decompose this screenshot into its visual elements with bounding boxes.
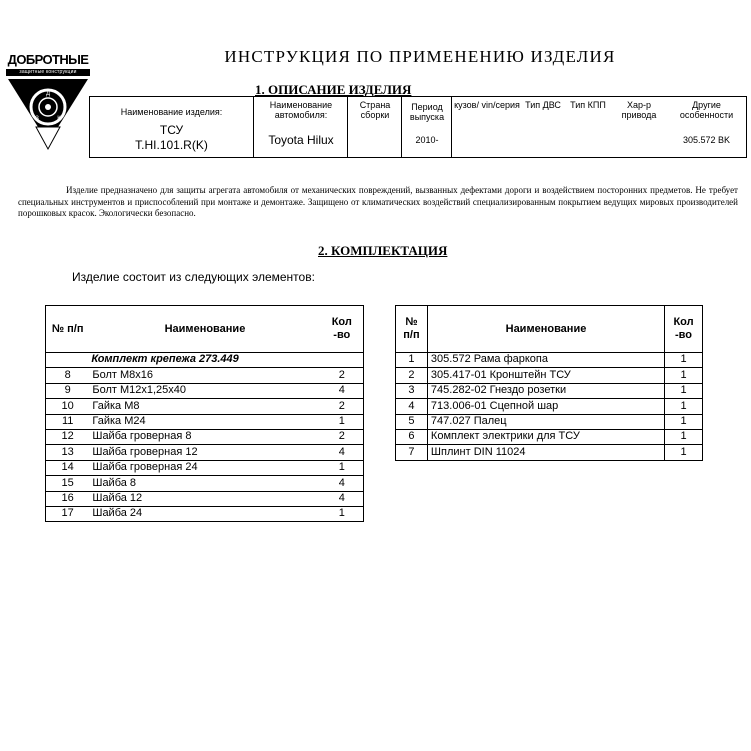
col-car [253, 97, 348, 157]
header-engine: Тип ДВС [525, 100, 561, 110]
col-header-name: Наименование [89, 306, 320, 353]
row-num: 17 [46, 506, 90, 521]
section2-title: 2. КОМПЛЕКТАЦИЯ [318, 243, 448, 258]
row-qty: 1 [665, 414, 703, 429]
row-qty: 1 [665, 445, 703, 460]
table-row [46, 429, 364, 444]
row-qty: 4 [321, 476, 364, 491]
row-num: 4 [396, 399, 428, 414]
header-period: Период выпуска [409, 102, 445, 122]
value-car: Toyota Hilux [268, 133, 334, 147]
table-row [396, 429, 703, 444]
row-name: Шайба 12 [89, 491, 320, 506]
table-row [396, 414, 703, 429]
header-other: Другие особенности [679, 100, 734, 120]
row-qty: 1 [321, 414, 364, 429]
section1-title: 1. ОПИСАНИЕ ИЗДЕЛИЯ [255, 82, 412, 97]
row-name: Гайка М24 [89, 414, 320, 429]
row-num: 15 [46, 476, 90, 491]
row-qty: 1 [665, 399, 703, 414]
table-row [46, 491, 364, 506]
table-row [46, 399, 364, 414]
table-row [46, 445, 364, 460]
value-other: 305.572 BK [682, 135, 731, 145]
row-name: 713.006-01 Сцепной шар [427, 399, 664, 414]
row-num: 9 [46, 383, 90, 398]
header-car: Наименование автомобиля: [269, 100, 333, 120]
table-row [396, 445, 703, 460]
brand-logo [6, 52, 90, 152]
row-num: 7 [396, 445, 428, 460]
row-name: Болт М12х1,25х40 [89, 383, 320, 398]
row-qty: 1 [321, 506, 364, 521]
row-qty: 2 [321, 368, 364, 383]
kit-subheader-row [46, 353, 364, 368]
kit-subheader: Комплект крепежа 273.449 [89, 353, 363, 368]
row-name: Шайба 24 [89, 506, 320, 521]
row-qty: 4 [321, 445, 364, 460]
logo-emblem-icon [6, 77, 90, 152]
logo-name: ДОБРОТНЫЕ [7, 52, 89, 67]
col-header-num: № п/п [396, 306, 428, 353]
row-num: 16 [46, 491, 90, 506]
value-period: 2010- [415, 135, 439, 145]
row-qty: 1 [665, 383, 703, 398]
row-num: 3 [396, 383, 428, 398]
kit-table-fasteners [45, 305, 364, 522]
table-row [396, 353, 703, 368]
col-header-name: Наименование [427, 306, 664, 353]
value-product-type: ТСУ [159, 123, 184, 137]
col-period [401, 97, 452, 157]
col-header-num: № п/п [46, 306, 90, 353]
table-row [396, 368, 703, 383]
row-num: 10 [46, 399, 90, 414]
col-engine [521, 97, 565, 157]
emblem-letter-top: Д [45, 91, 51, 97]
page-title: ИНСТРУКЦИЯ ПО ПРИМЕНЕНИЮ ИЗДЕЛИЯ [224, 47, 616, 66]
col-body [451, 97, 522, 157]
row-name: 747.027 Палец [427, 414, 664, 429]
col-drive [611, 97, 667, 157]
row-name: Шайба гроверная 12 [89, 445, 320, 460]
row-qty: 1 [665, 368, 703, 383]
row-name: Комплект электрики для ТСУ [427, 429, 664, 444]
emblem-letter-right: К [57, 116, 61, 122]
table-row [46, 476, 364, 491]
row-num: 1 [396, 353, 428, 368]
emblem-letter-left: З [35, 116, 39, 122]
table-row [46, 368, 364, 383]
header-gearbox: Тип КПП [570, 100, 606, 110]
row-qty: 1 [665, 429, 703, 444]
col-header-qty: Кол -во [321, 306, 364, 353]
col-country [347, 97, 402, 157]
row-qty: 1 [665, 353, 703, 368]
header-body: кузов/ vin/серия [454, 100, 520, 110]
table-row [46, 506, 364, 521]
row-name: Болт М8х16 [89, 368, 320, 383]
table-row [46, 460, 364, 475]
header-country: Страна сборки [359, 100, 391, 120]
row-name: Шайба гроверная 24 [89, 460, 320, 475]
logo-tagline: защитные конструкции [6, 69, 90, 76]
row-num: 6 [396, 429, 428, 444]
col-gearbox [565, 97, 611, 157]
kit-table-main-parts-body [396, 353, 703, 461]
row-num: 8 [46, 368, 90, 383]
table-row [46, 383, 364, 398]
row-name: Шплинт DIN 11024 [427, 445, 664, 460]
row-name: 745.282-02 Гнездо розетки [427, 383, 664, 398]
value-product-name [90, 123, 253, 153]
kit-table-main-parts [395, 305, 703, 461]
row-name: Гайка М8 [89, 399, 320, 414]
table-row [46, 414, 364, 429]
col-header-qty: Кол -во [665, 306, 703, 353]
product-description-table [89, 96, 747, 158]
row-name: 305.417-01 Кронштейн ТСУ [427, 368, 664, 383]
table-header-row [396, 306, 703, 353]
description-paragraph: Изделие предназначено для защиты агрегата автомобиля от механических повреждений, вызванных дефектами дороги и воздействием посторонних предметов. Не требует специальных инструментов и приспособлений при монтаже и демонтаже. Защищено от климатических воздействий специализированным покрытием ведущих мировых производителей порошковых красок. Экологически безопасно. [18, 185, 738, 218]
row-qty: 4 [321, 491, 364, 506]
col-product-name [90, 97, 253, 157]
row-qty: 2 [321, 399, 364, 414]
row-qty: 1 [321, 460, 364, 475]
row-name: Шайба 8 [89, 476, 320, 491]
table-header-row [46, 306, 364, 353]
kit-intro-text: Изделие состоит из следующих элементов: [72, 270, 315, 284]
row-num: 14 [46, 460, 90, 475]
row-num: 11 [46, 414, 90, 429]
header-drive: Хар-р привода [621, 100, 657, 120]
header-product-name: Наименование изделия: [120, 107, 223, 117]
row-num: 13 [46, 445, 90, 460]
row-num: 12 [46, 429, 90, 444]
col-other [667, 97, 746, 157]
value-product-code: T.HI.101.R(K) [135, 138, 208, 152]
row-num: 2 [396, 368, 428, 383]
row-num: 5 [396, 414, 428, 429]
kit-table-fasteners-body [46, 368, 364, 522]
row-qty: 4 [321, 383, 364, 398]
table-row [396, 383, 703, 398]
table-row [396, 399, 703, 414]
row-name: Шайба гроверная 8 [89, 429, 320, 444]
row-qty: 2 [321, 429, 364, 444]
row-name: 305.572 Рама фаркопа [427, 353, 664, 368]
